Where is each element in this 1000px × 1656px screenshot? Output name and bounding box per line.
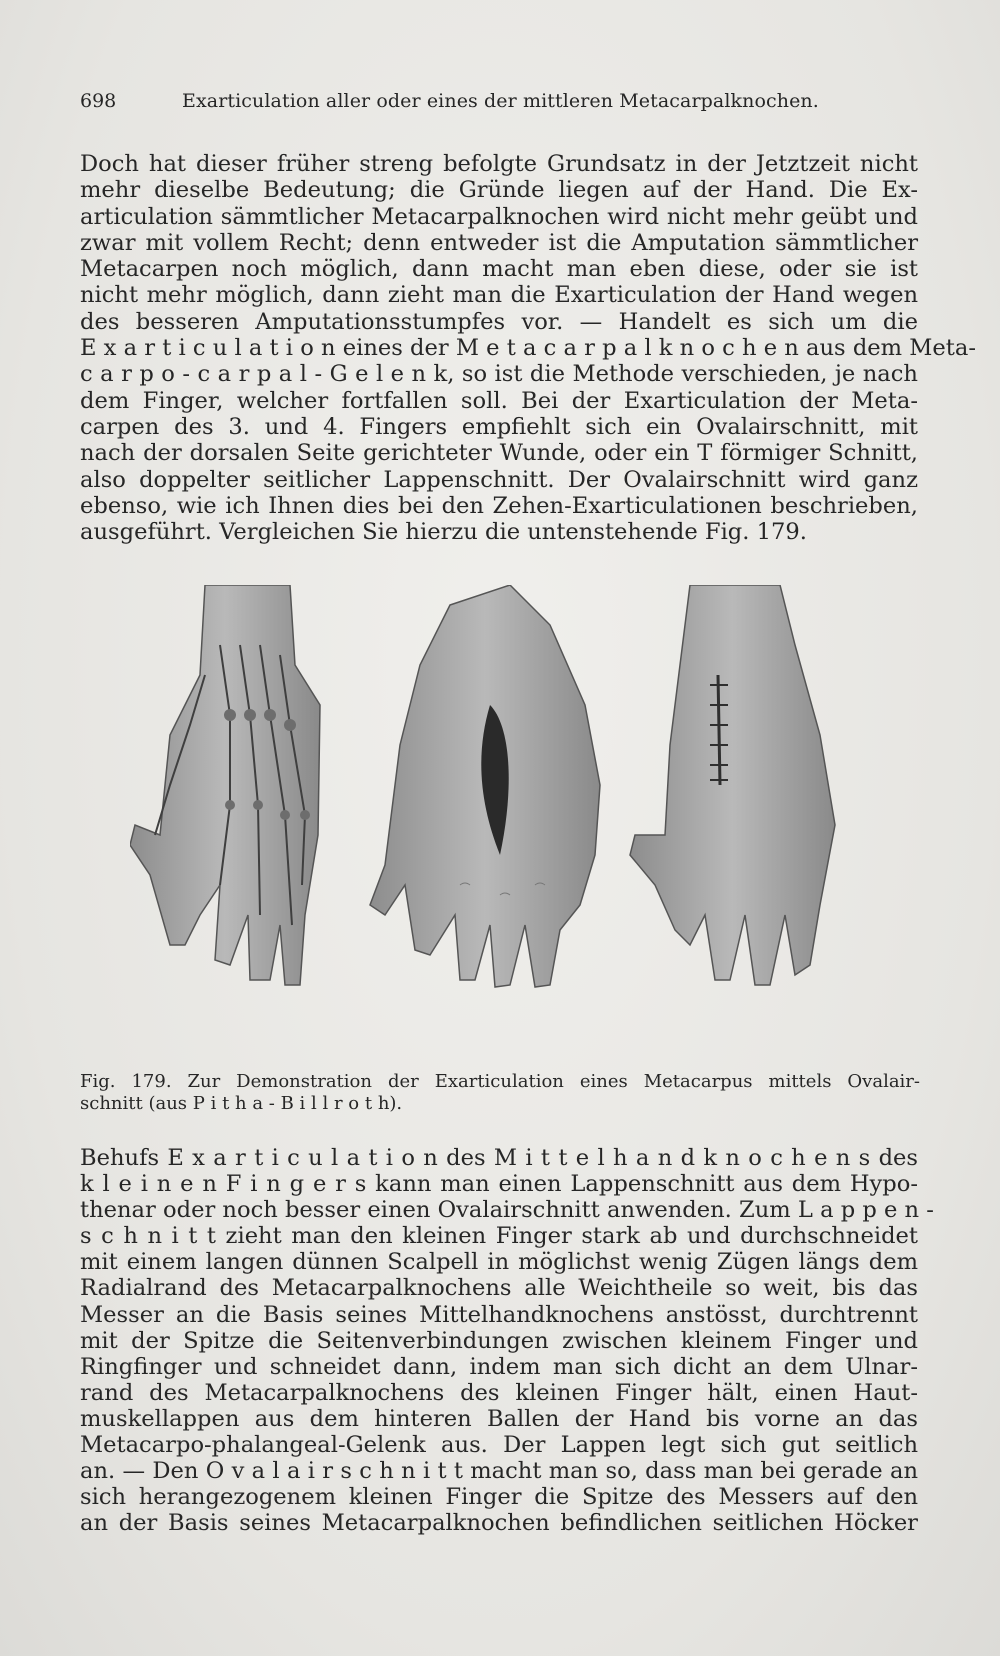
paragraph-1 xyxy=(80,151,976,546)
text-line: sich herangezogenem kleinen Finger die Spitze des Messers auf den xyxy=(80,1484,918,1511)
text-line: Metacarpo-phalangeal-Gelenk aus. Der Lappen legt sich gut seitlich xyxy=(80,1432,918,1459)
text-line: Ringfinger und schneidet dann, indem man sich dicht an dem Ulnar- xyxy=(80,1353,918,1380)
text-line: articulation sämmtlicher Metacarpalknochen wird nicht mehr geübt und xyxy=(80,203,918,230)
text-line: k l e i n e n F i n g e r s kann man einen Lappenschnitt aus dem Hypo- xyxy=(80,1171,918,1198)
text-line: rand des Metacarpalknochens des kleinen Finger hält, einen Haut- xyxy=(80,1379,918,1406)
text-line: mit einem langen dünnen Scalpell in möglichst wenig Zügen längs dem xyxy=(80,1249,918,1276)
text-line: mit der Spitze die Seitenverbindungen zwischen kleinem Finger und xyxy=(80,1327,918,1354)
text-line: carpen des 3. und 4. Fingers empfiehlt sich ein Ovalairschnitt, mit xyxy=(80,413,918,440)
text-line: dem Finger, welcher fortfallen soll. Bei der Exarticulation der Meta- xyxy=(80,387,918,414)
text-line: nach der dorsalen Seite gerichteter Wunde, oder ein T förmiger Schnitt, xyxy=(80,440,918,467)
text-line: an der Basis seines Metacarpalknochen befindlichen seitlichen Höcker xyxy=(80,1510,918,1537)
text-line: E x a r t i c u l a t i o n eines der M e t a c a r p a l k n o c h e n aus dem Meta- xyxy=(80,335,976,362)
hand-skeleton-drawing xyxy=(130,585,320,985)
page-header xyxy=(80,90,920,120)
running-head: Exarticulation aller oder eines der mittleren Metacarpalknochen. xyxy=(182,90,819,112)
hand-sutured-drawing xyxy=(630,585,835,985)
hands-engraving xyxy=(130,585,870,1055)
text-line: Radialrand des Metacarpalknochens alle Weichtheile so weit, bis das xyxy=(80,1275,918,1302)
figure-179-illustration xyxy=(130,585,870,1055)
text-line: ausgeführt. Vergleichen Sie hierzu die untenstehende Fig. 179. xyxy=(80,519,807,546)
text-line: mehr dieselbe Bedeutung; die Gründe liegen auf der Hand. Die Ex- xyxy=(80,177,918,204)
caption-line: Fig. 179. Zur Demonstration der Exarticulation eines Metacarpus mittels Ovalair- xyxy=(80,1071,920,1092)
text-line: Doch hat dieser früher streng befolgte Grundsatz in der Jetztzeit nicht xyxy=(80,151,918,177)
text-line: muskellappen aus dem hinteren Ballen der Hand bis vorne an das xyxy=(80,1405,918,1432)
text-line: Metacarpen noch möglich, dann macht man eben diese, oder sie ist xyxy=(80,256,918,283)
text-line: nicht mehr möglich, dann zieht man die Exarticulation der Hand wegen xyxy=(80,282,918,309)
text-line: s c h n i t t zieht man den kleinen Finger stark ab und durchschneidet xyxy=(80,1223,918,1250)
text-line: Messer an die Basis seines Mittelhandknochens anstösst, durchtrennt xyxy=(80,1301,918,1328)
text-line: thenar oder noch besser einen Ovalairschnitt anwenden. Zum L a p p e n - xyxy=(80,1197,934,1224)
text-line: des besseren Amputationsstumpfes vor. — Handelt es sich um die xyxy=(80,308,918,335)
caption-line: schnitt (aus P i t h a - B i l l r o t h). xyxy=(80,1093,403,1114)
text-line: an. — Den O v a l a i r s c h n i t t macht man so, dass man bei gerade an xyxy=(80,1458,918,1485)
figure-caption xyxy=(80,1071,920,1115)
text-line: ebenso, wie ich Ihnen dies bei den Zehen-Exarticulationen beschrieben, xyxy=(80,492,918,519)
page-number: 698 xyxy=(80,90,117,112)
paragraph-2 xyxy=(80,1145,934,1537)
text-line: c a r p o - c a r p a l - G e l e n k, so ist die Methode verschieden, je nach xyxy=(80,361,918,388)
text-line: also doppelter seitlicher Lappenschnitt. Der Ovalairschnitt wird ganz xyxy=(80,466,918,493)
text-line: zwar mit vollem Recht; denn entweder ist die Amputation sämmtlicher xyxy=(80,229,918,256)
hand-incision-drawing xyxy=(370,585,600,987)
text-line: Behufs E x a r t i c u l a t i o n des M i t t e l h a n d k n o c h e n s des xyxy=(80,1145,918,1171)
